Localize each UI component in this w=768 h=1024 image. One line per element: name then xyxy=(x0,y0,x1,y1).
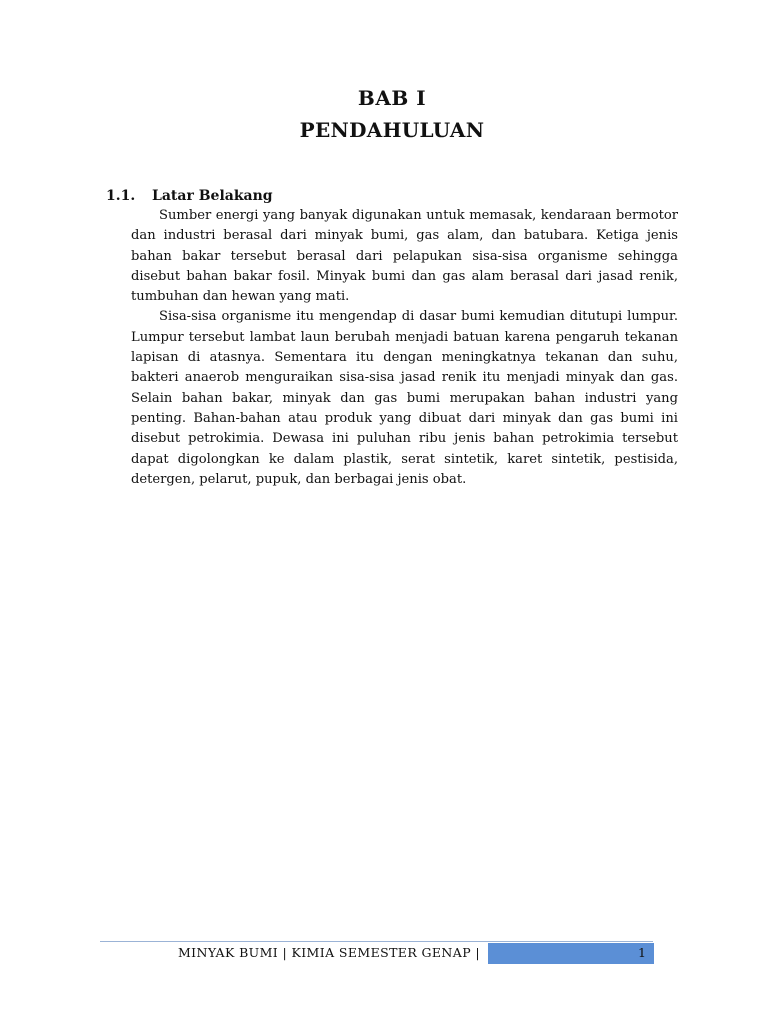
paragraph: Sisa-sisa organisme itu mengendap di dasar bumi kemudian ditutupi lumpur. Lumpur tersebut lambat laun berubah menjadi batuan karena pengaruh tekanan lapisan di atasnya. Sementara itu dengan meningkatnya tekanan dan suhu, bakteri anaerob menguraikan sisa-sisa jasad renik itu menjadi minyak dan gas. Selain bahan bakar, minyak dan gas bumi merupakan bahan industri yang penting. Bahan-bahan atau produk yang dibuat dari minyak dan gas bumi ini disebut petrokimia. Dewasa ini puluhan ribu jenis bahan petrokimia tersebut dapat digolongkan ke dalam plastik, serat sintetik, karet sintetik, pestisida, detergen, pelarut, pupuk, dan berbagai jenis obat. xyxy=(131,309,678,487)
section-title: Latar Belakang xyxy=(152,188,273,204)
footer-divider xyxy=(100,941,653,942)
paragraph: Sumber energi yang banyak digunakan untuk memasak, kendaraan bermotor dan industri berasal dari minyak bumi, gas alam, dan batubara. Ketiga jenis bahan bakar tersebut berasal dari pelapukan sisa-sisa organisme sehingga disebut bahan bakar fosil. Minyak bumi dan gas alam berasal dari jasad renik, tumbuhan dan hewan yang mati. xyxy=(131,208,678,305)
footer-running-title: MINYAK BUMI | KIMIA SEMESTER GENAP | xyxy=(177,945,480,960)
section-number: 1.1. xyxy=(106,188,136,204)
chapter-title: PENDAHULUAN xyxy=(299,118,485,142)
body-text xyxy=(131,206,678,490)
section-heading xyxy=(106,188,273,204)
chapter-label: BAB I xyxy=(357,86,427,110)
footer-page-box xyxy=(488,943,654,964)
page-number: 1 xyxy=(638,945,646,960)
